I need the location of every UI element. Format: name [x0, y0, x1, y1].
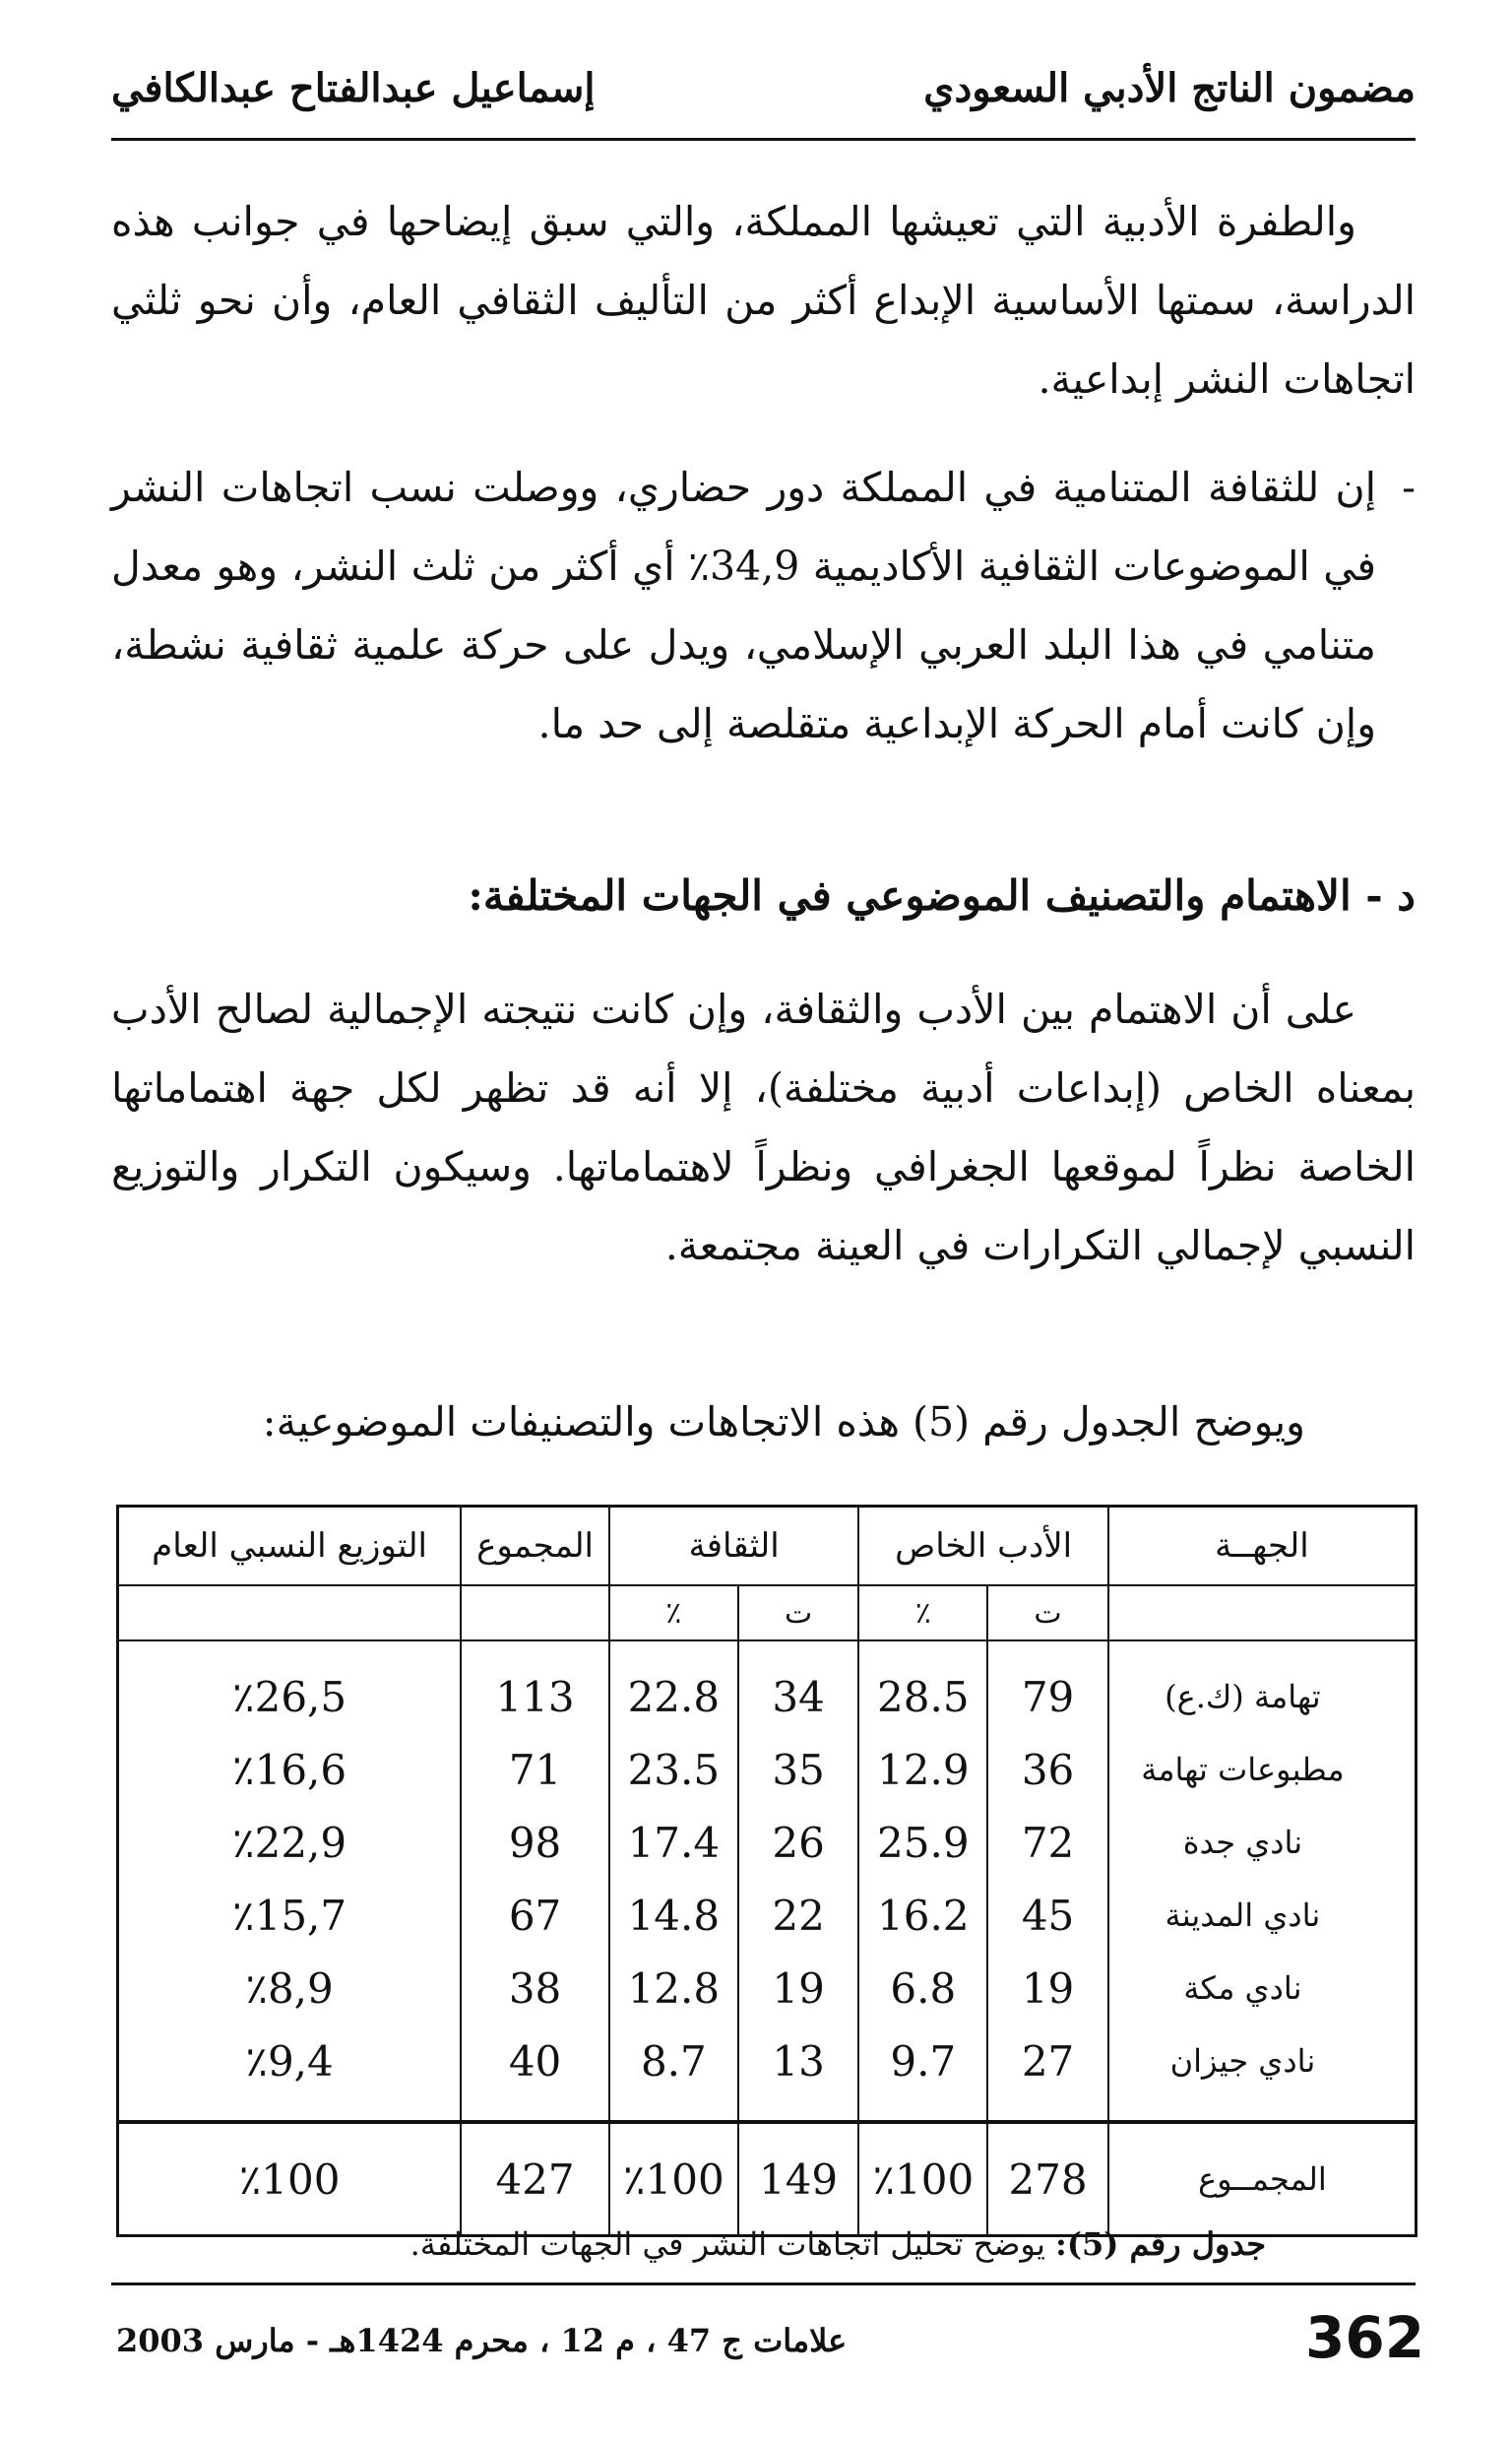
table-header-row	[118, 1507, 1417, 1586]
paragraph-3	[111, 970, 1416, 1285]
cell-total-lit-percent: ٪100	[858, 2122, 987, 2236]
cell-total: 67	[461, 1879, 609, 1952]
section-heading: د - الاهتمام والتصنيف الموضوعي في الجهات المختلفة:	[468, 871, 1416, 920]
dash-list-item	[111, 448, 1416, 763]
cell-lit-percent: 16.2	[858, 1879, 987, 1952]
cell-distribution: ٪22,9	[118, 1806, 462, 1879]
cell-distribution: ٪16,6	[118, 1733, 462, 1806]
cell-cul-percent: 22.8	[609, 1640, 738, 1733]
table-row	[118, 1733, 1417, 1806]
running-header	[111, 59, 1416, 141]
cell-entity: نادي جيزان	[1108, 2024, 1417, 2122]
cell-entity: نادي مكة	[1108, 1952, 1417, 2024]
footer-divider	[111, 2282, 1416, 2285]
cell-cul-count: 26	[738, 1806, 859, 1879]
cell-distribution: ٪9,4	[118, 2024, 462, 2122]
table-row	[118, 1879, 1417, 1952]
table-row	[118, 2024, 1417, 2122]
header-distribution: التوزيع النسبي العام	[118, 1507, 462, 1586]
paragraph-1	[111, 182, 1416, 418]
cell-lit-count: 72	[987, 1806, 1108, 1879]
cell-total-label: المجمــوع	[1108, 2122, 1417, 2236]
cell-entity: نادي المدينة	[1108, 1879, 1417, 1952]
cell-cul-count: 34	[738, 1640, 859, 1733]
cell-total-cul-percent: ٪100	[609, 2122, 738, 2236]
cell-distribution: ٪26,5	[118, 1640, 462, 1733]
cell-grand-total: 427	[461, 2122, 609, 2236]
cell-cul-percent: 23.5	[609, 1733, 738, 1806]
paragraph-3-text: على أن الاهتمام بين الأدب والثقافة، وإن كانت نتيجته الإجمالية لصالح الأدب بمعناه الخاص (إبداعات أدبية مختلفة)، إلا أنه قد تظهر لكل جهة اهتماماتها الخاصة نظراً لموقعها الجغرافي ونظراً لاهتماماتها. وسيكون التكرار والتوزيع النسبي لإجمالي التكرارات في العينة مجتمعة.	[111, 986, 1416, 1269]
table-total-row	[118, 2122, 1417, 2236]
data-table	[116, 1505, 1418, 2237]
subheader-cul-percent: ٪	[609, 1585, 738, 1640]
subheader-lit-count: ت	[987, 1585, 1108, 1640]
cell-lit-count: 36	[987, 1733, 1108, 1806]
cell-cul-percent: 14.8	[609, 1879, 738, 1952]
subheader-empty	[118, 1585, 462, 1640]
header-author: إسماعيل عبدالفتاح عبدالكافي	[111, 65, 596, 111]
subheader-lit-percent: ٪	[858, 1585, 987, 1640]
header-culture: الثقافة	[609, 1507, 858, 1586]
paragraph-1-text: والطفرة الأدبية التي تعيشها المملكة، والتي سبق إيضاحها في جوانب هذه الدراسة، سمتها الأساسية الإبداع أكثر من التأليف الثقافي العام، وأن نحو ثلثي اتجاهات النشر إبداعية.	[111, 198, 1416, 403]
header-total: المجموع	[461, 1507, 609, 1586]
cell-total: 40	[461, 2024, 609, 2122]
header-title: مضمون الناتج الأدبي السعودي	[923, 65, 1416, 111]
cell-lit-percent: 25.9	[858, 1806, 987, 1879]
cell-cul-count: 19	[738, 1952, 859, 2024]
cell-lit-percent: 28.5	[858, 1640, 987, 1733]
subheader-empty	[461, 1585, 609, 1640]
cell-total-distribution: ٪100	[118, 2122, 462, 2236]
table-row	[118, 1806, 1417, 1879]
cell-entity: مطبوعات تهامة	[1108, 1733, 1417, 1806]
cell-lit-count: 45	[987, 1879, 1108, 1952]
cell-lit-percent: 9.7	[858, 2024, 987, 2122]
header-literature: الأدب الخاص	[858, 1507, 1107, 1586]
cell-lit-percent: 12.9	[858, 1733, 987, 1806]
cell-total: 71	[461, 1733, 609, 1806]
cell-cul-percent: 17.4	[609, 1806, 738, 1879]
table-row	[118, 1640, 1417, 1733]
footer-issue-info: علامات ج 47 ، م 12 ، محرم 1424هـ - مارس 2003	[116, 2322, 848, 2359]
cell-cul-percent: 12.8	[609, 1952, 738, 2024]
cell-total-cul-count: 149	[738, 2122, 859, 2236]
subheader-empty	[1108, 1585, 1417, 1640]
subheader-cul-count: ت	[738, 1585, 859, 1640]
table-subheader-row	[118, 1585, 1417, 1640]
cell-entity: نادي جدة	[1108, 1806, 1417, 1879]
cell-distribution: ٪8,9	[118, 1952, 462, 2024]
cell-total: 38	[461, 1952, 609, 2024]
cell-cul-count: 35	[738, 1733, 859, 1806]
table-row	[118, 1952, 1417, 2024]
table-body	[118, 1640, 1417, 2122]
cell-distribution: ٪15,7	[118, 1879, 462, 1952]
cell-lit-count: 19	[987, 1952, 1108, 2024]
caption-text: يوضح تحليل اتجاهات النشر في الجهات المختلفة.	[410, 2225, 1045, 2263]
caption-label: جدول رقم (5):	[1055, 2225, 1266, 2263]
header-entity: الجهــة	[1108, 1507, 1417, 1586]
cell-entity: تهامة (ك.ع)	[1108, 1640, 1417, 1733]
table-intro: ويوضح الجدول رقم (5) هذه الاتجاهات والتصنيفات الموضوعية:	[262, 1398, 1305, 1446]
cell-lit-count: 27	[987, 2024, 1108, 2122]
cell-total-lit-count: 278	[987, 2122, 1108, 2236]
dash-marker: -	[1402, 464, 1416, 511]
paragraph-2	[111, 448, 1416, 763]
cell-lit-percent: 6.8	[858, 1952, 987, 2024]
paragraph-2-text: إن للثقافة المتنامية في المملكة دور حضاري، ووصلت نسب اتجاهات النشر في الموضوعات الثقافية الأكاديمية 34,9٪ أي أكثر من ثلث النشر، وهو معدل متنامي في هذا البلد العربي الإسلامي، ويدل على حركة علمية ثقافية نشطة، وإن كانت أمام الحركة الإبداعية متقلصة إلى حد ما.	[111, 464, 1377, 747]
page-number: 362	[1305, 2304, 1425, 2371]
cell-cul-percent: 8.7	[609, 2024, 738, 2122]
cell-cul-count: 22	[738, 1879, 859, 1952]
cell-cul-count: 13	[738, 2024, 859, 2122]
cell-total: 113	[461, 1640, 609, 1733]
cell-total: 98	[461, 1806, 609, 1879]
cell-lit-count: 79	[987, 1640, 1108, 1733]
table-caption	[410, 2225, 1266, 2263]
